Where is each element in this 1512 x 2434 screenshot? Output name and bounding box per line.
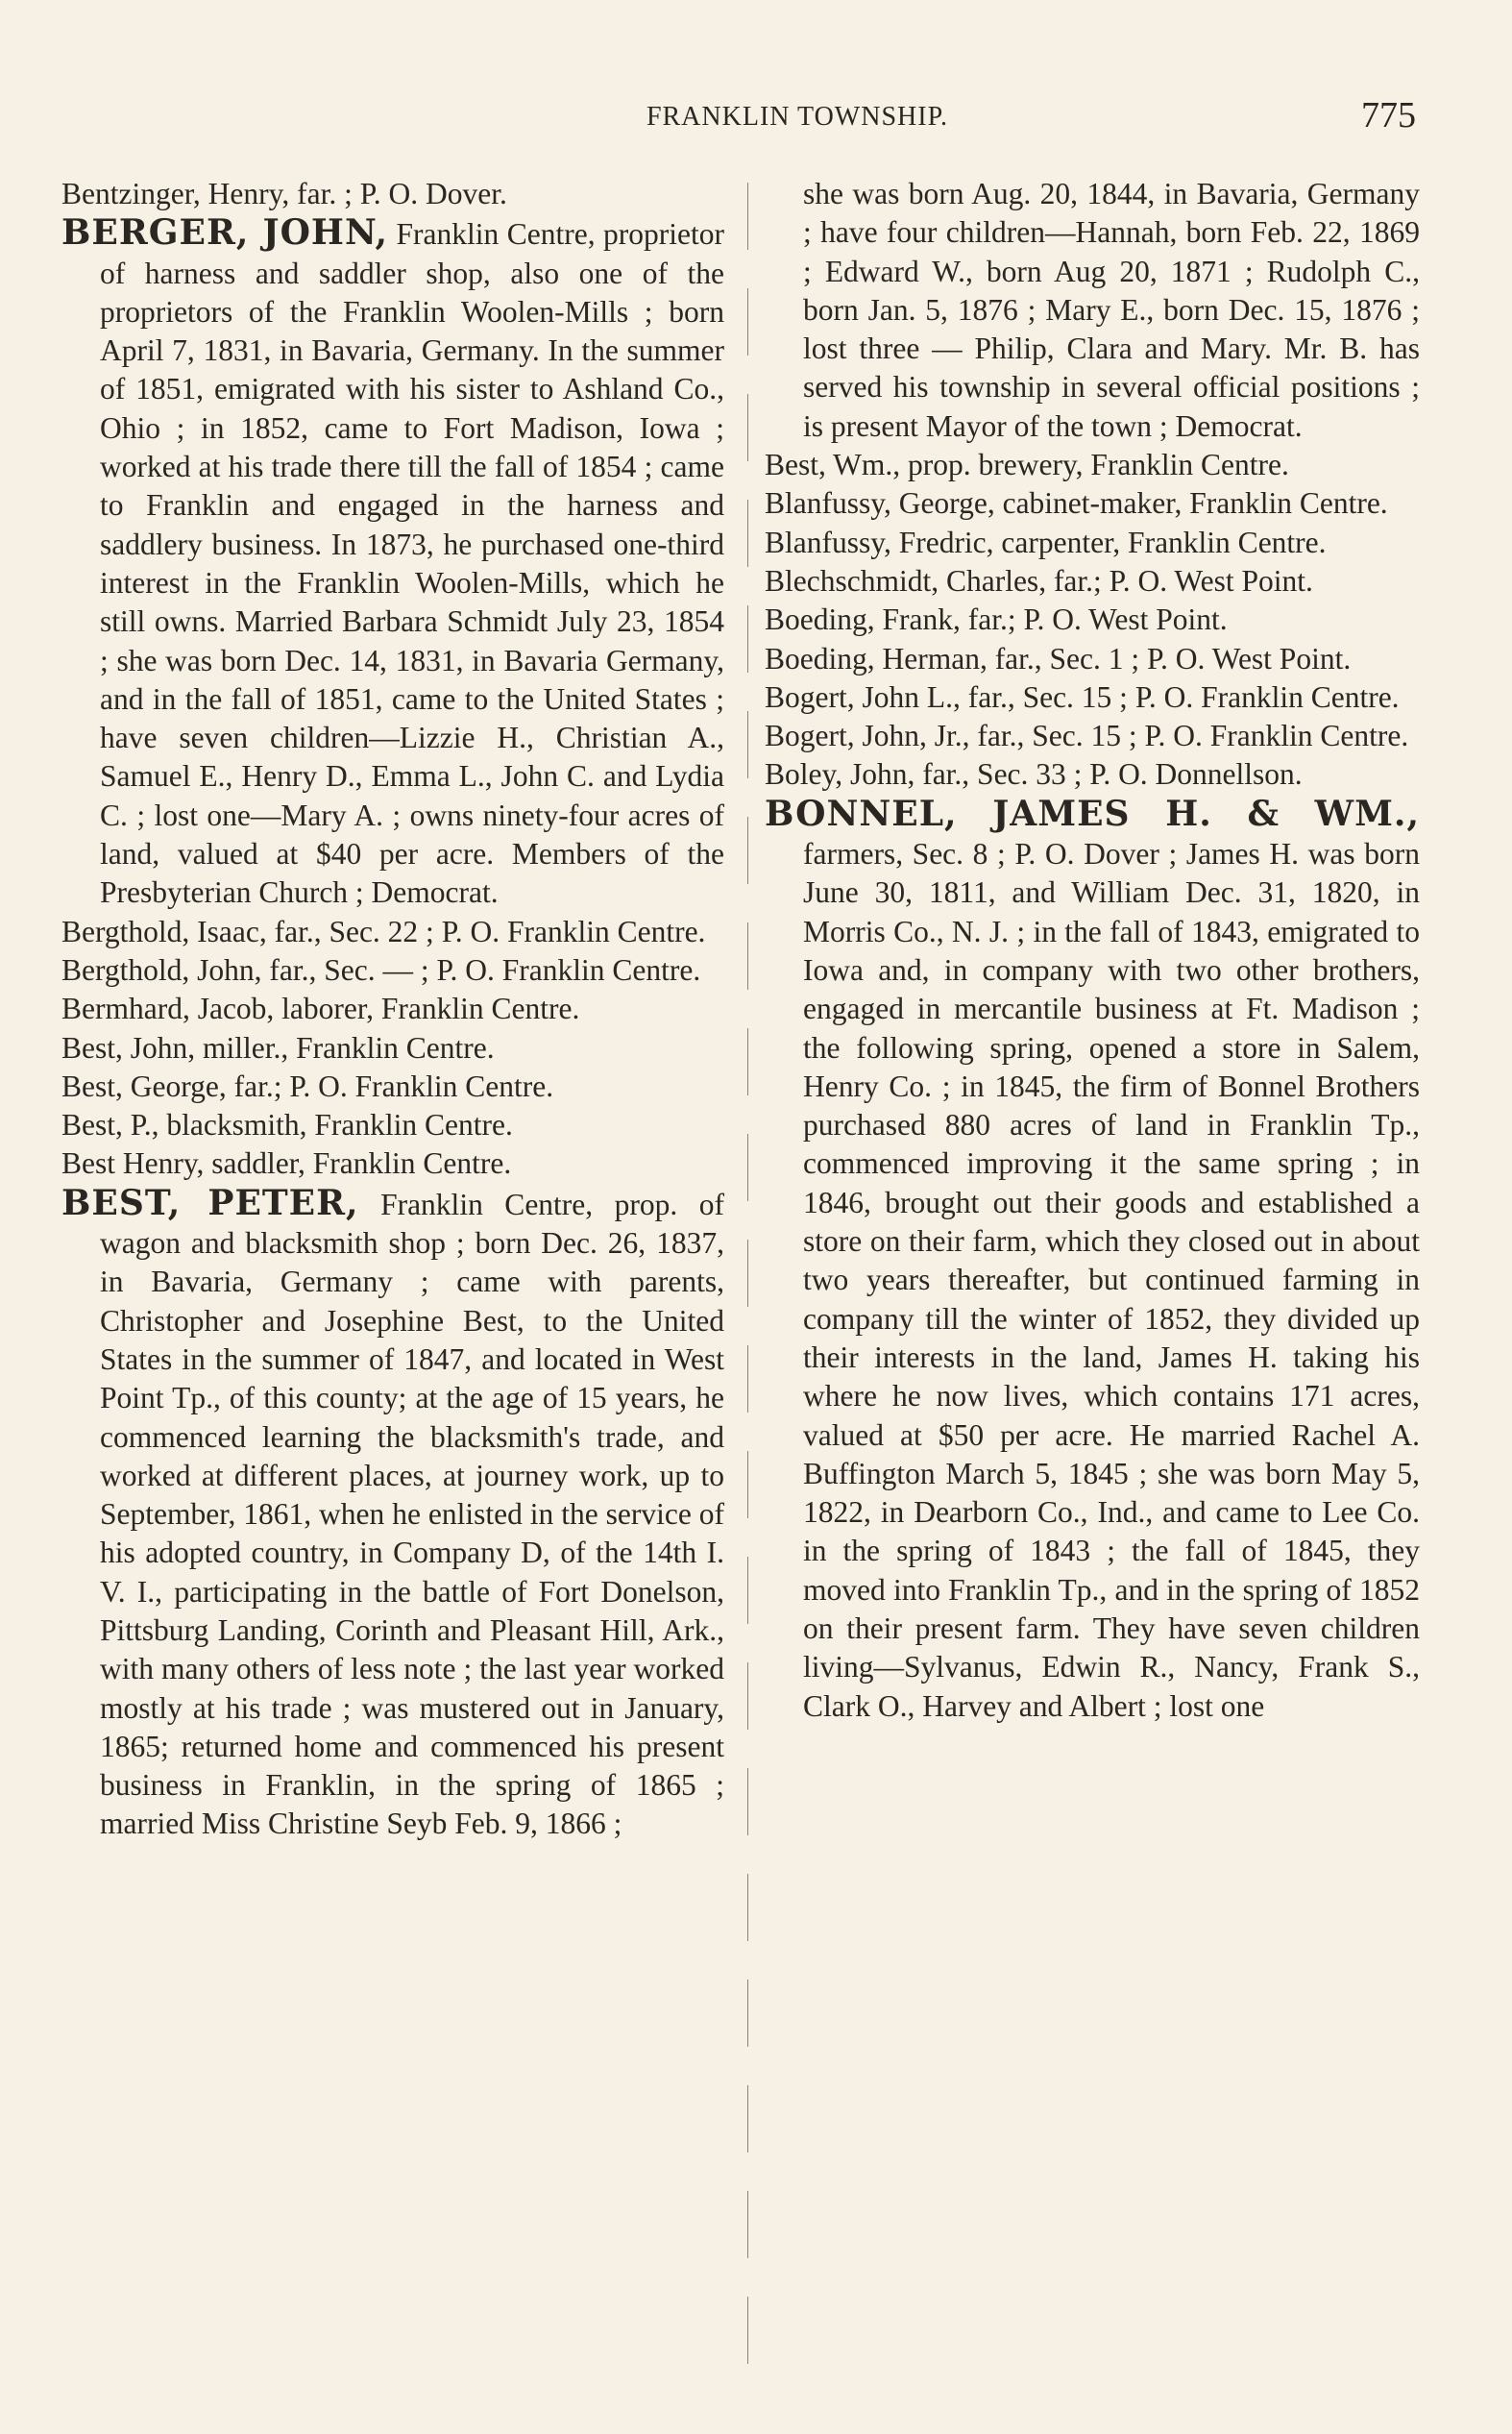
directory-entry: Boley, John, far., Sec. 33 ; P. O. Donnellson. bbox=[765, 757, 1303, 792]
directory-entry: Bentzinger, Henry, far. ; P. O. Dover. bbox=[61, 177, 507, 210]
directory-entry: Boeding, Frank, far.; P. O. West Point. bbox=[765, 602, 1228, 637]
biography-text: Franklin Centre, proprietor of harness and saddler shop, also one of the proprietors of the Franklin Woolen-Mills ; born April 7, 1831, in Bavaria, Germany. In the summer of 1851, emigrated with his sister to Ashland Co., Ohio ; in 1852, came to Fort Madison, Iowa ; worked at his trade there till the fall of 1854 ; came to Franklin and engaged in the harness and saddlery business. In 1873, he purchased one-third interest in the Franklin Woolen-Mills, which he still owns. Married Barbara Schmidt July 23, 1854 ; she was born Dec. 14, 1831, in Bavaria Germany, and in the fall of 1851, came to the United States ; have seven children—Lizzie H., Christian A., Samuel E., Henry D., Emma L., John C. and Lydia C. ; lost one—Mary A. ; owns ninety-four acres of land, valued at $40 per acre. Members of the Presbyterian Church ; Democrat. bbox=[100, 217, 724, 910]
directory-entry: Best, John, miller., Franklin Centre. bbox=[61, 1030, 495, 1065]
directory-entry: Boeding, Herman, far., Sec. 1 ; P. O. West Point. bbox=[765, 641, 1352, 676]
biography-text: Franklin Centre, prop. of wagon and blacksmith shop ; born Dec. 26, 1837, in Bavaria, Germany ; came with parents, Christopher and Josephine Best, to the United States in the summer of 1847, and located in West Point Tp., of this county; at the age of 15 years, he commenced learning the blacksmith's trade, and worked at different places, at journey work, up to September, 1861, when he enlisted in the service of his adopted country, in Company D, of the 14th I. V. I., participating in the battle of Fort Donelson, Pittsburg Landing, Corinth and Pleasant Hill, Ark., with many others of less note ; the last year worked mostly at his trade ; was mustered out in January, 1865; returned home and commenced his present business in Franklin, in the spring of 1865 ; married Miss Christine Seyb Feb. 9, 1866 ; bbox=[100, 1187, 724, 1841]
biography-entry bbox=[765, 795, 1420, 1726]
directory-entry: Blanfussy, Fredric, carpenter, Franklin Centre. bbox=[765, 525, 1327, 559]
directory-entry: Bergthold, Isaac, far., Sec. 22 ; P. O. Franklin Centre. bbox=[61, 914, 706, 948]
running-head: FRANKLIN TOWNSHIP. bbox=[646, 102, 949, 132]
directory-entry: Bermhard, Jacob, laborer, Franklin Centre. bbox=[61, 992, 580, 1026]
biography-name: BONNEL, JAMES H. & WM., bbox=[765, 793, 1420, 834]
directory-entry: Blanfussy, George, cabinet-maker, Franklin Centre. bbox=[765, 486, 1388, 521]
directory-entry: Blechschmidt, Charles, far.; P. O. West Point. bbox=[765, 563, 1313, 598]
biography-continuation: she was born Aug. 20, 1844, in Bavaria, Germany ; have four children—Hannah, born Feb. 22, 1869 ; Edward W., born Aug 20, 1871 ; Rudolph C., born Jan. 5, 1876 ; Mary E., born Dec. 15, 1876 ; lost three — Philip, Clara and Mary. Mr. B. has served his township in several official positions ; is present Mayor of the town ; Democrat. bbox=[803, 177, 1420, 443]
left-column bbox=[61, 175, 724, 1844]
directory-entry: Best, P., blacksmith, Franklin Centre. bbox=[61, 1108, 513, 1143]
directory-entry: Bogert, John L., far., Sec. 15 ; P. O. Franklin Centre. bbox=[765, 679, 1400, 714]
biography-name: BERGER, JOHN, bbox=[61, 212, 389, 254]
biography-entry bbox=[61, 213, 724, 912]
directory-entry: Bergthold, John, far., Sec. — ; P. O. Franklin Centre. bbox=[61, 952, 701, 987]
directory-entry: Best, Wm., prop. brewery, Franklin Centre. bbox=[765, 448, 1289, 482]
biography-text: farmers, Sec. 8 ; P. O. Dover ; James H. was born June 30, 1811, and William Dec. 31, 1820, in Morris Co., N. J. ; in the fall of 1843, emigrated to Iowa and, in company with two other brothers, engaged in mercantile business at Ft. Madison ; the following spring, opened a store in Salem, Henry Co. ; in 1845, the firm of Bonnel Brothers purchased 880 acres of land in Franklin Tp., commenced improving it the same spring ; in 1846, brought out their goods and established a store on their farm, which they closed out in about two years thereafter, but continued farming in company till the winter of 1852, they divided up their interests in the land, James H. taking his where he now lives, which contains 171 acres, valued at $50 per acre. He married Rachel A. Buffington March 5, 1845 ; she was born May 5, 1822, in Dearborn Co., Ind., and came to Lee Co. in the spring of 1843 ; the fall of 1845, they moved into Franklin Tp., and in the spring of 1852 on their present farm. They have seven children living—Sylvanus, Edwin R., Nancy, Frank S., Clark O., Harvey and Albert ; lost one bbox=[803, 837, 1420, 1723]
biography-entry bbox=[61, 1184, 724, 1844]
directory-entry: Bogert, John, Jr., far., Sec. 15 ; P. O. Franklin Centre. bbox=[765, 719, 1409, 753]
directory-entry: Best Henry, saddler, Franklin Centre. bbox=[61, 1146, 512, 1181]
page-number: 775 bbox=[1361, 95, 1416, 135]
column-divider bbox=[747, 183, 748, 2373]
page-header bbox=[58, 94, 1416, 142]
directory-entry: Best, George, far.; P. O. Franklin Centre. bbox=[61, 1069, 554, 1103]
right-column bbox=[765, 175, 1420, 1726]
biography-name: BEST, PETER, bbox=[61, 1182, 359, 1223]
